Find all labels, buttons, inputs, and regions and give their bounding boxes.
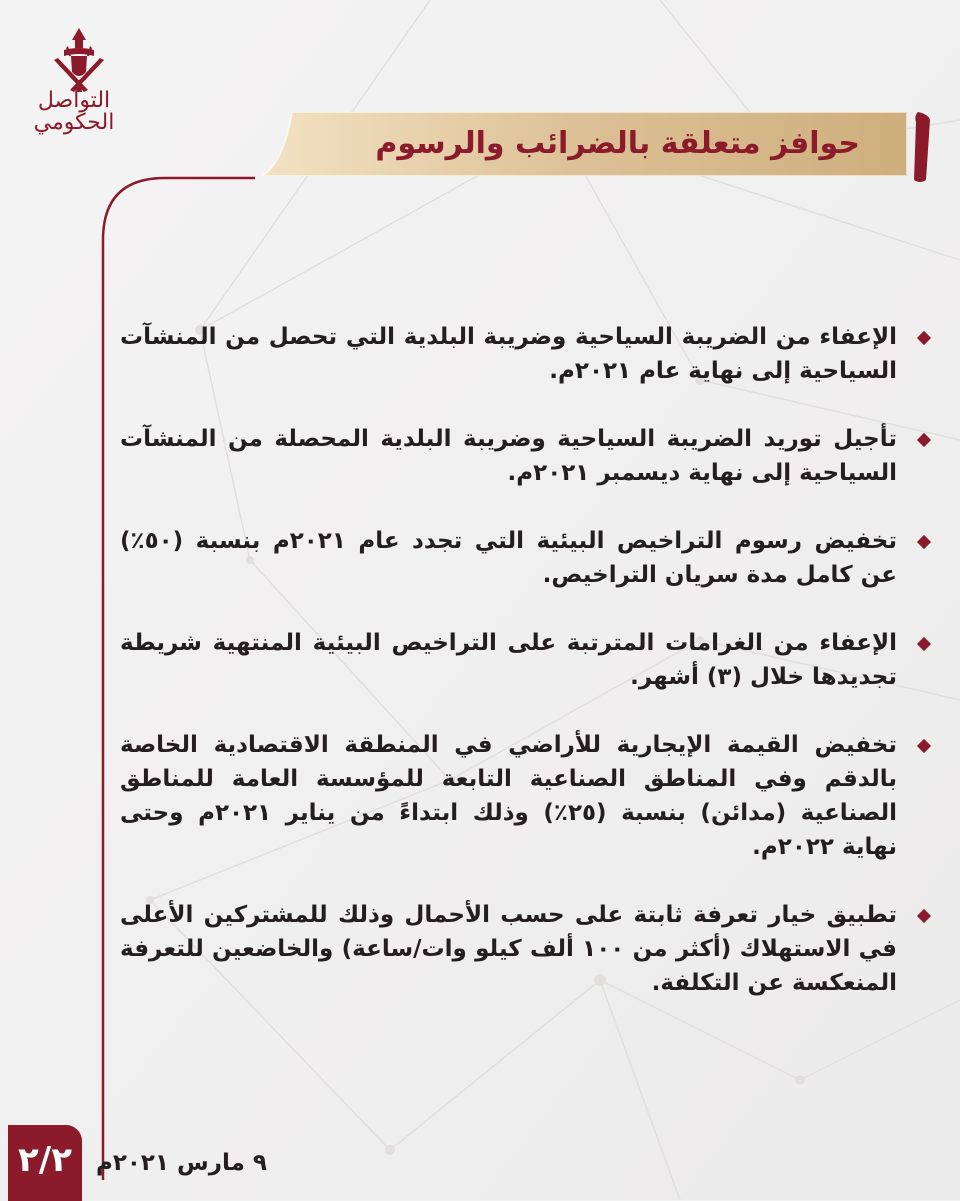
diamond-bullet-icon [917,739,931,753]
section-number-one [900,108,940,188]
list-item-text: الإعفاء من الغرامات المترتبة على التراخيص البيئية المنتهية شريطة تجديدها خلال (٣) أشهر. [120,630,897,690]
footer-date: ٩ مارس ٢٠٢١م [96,1150,267,1176]
list-item [120,728,935,864]
list-item [120,320,935,388]
list-item [120,626,935,694]
logo-text [24,90,124,134]
list-item [120,422,935,490]
list-item-text: تخفيض القيمة الإيجارية للأراضي في المنطقة الاقتصادية الخاصة بالدقم وفي المناطق الصناعية التابعة للمؤسسة العامة للمناطق الصناعية (مدائن) بنسبة (٢٥٪) وذلك ابتداءً من يناير ٢٠٢١م وحتى نهاية ٢٠٢٢م. [120,732,898,860]
incentives-list [120,320,935,1034]
list-item-text: تخفيض رسوم التراخيص البيئية التي تجدد عام ٢٠٢١م بنسبة (٥٠٪) عن كامل مدة سريان التراخيص. [120,528,897,588]
diamond-bullet-icon [917,331,931,345]
page-number: ٢/٢ [18,1140,72,1180]
diamond-bullet-icon [917,637,931,651]
list-item [120,898,935,1000]
list-item-text: الإعفاء من الضريبة السياحية وضريبة البلدية التي تحصل من المنشآت السياحية إلى نهاية عام ٢٠٢١م. [120,324,897,384]
section-title: حوافز متعلقة بالضرائب والرسوم [375,126,860,161]
list-item [120,524,935,592]
list-item-text: تأجيل توريد الضريبة السياحية وضريبة البلدية المحصلة من المنشآت السياحية إلى نهاية ديسمبر ٢٠٢١م. [120,426,897,486]
diamond-bullet-icon [917,433,931,447]
logo-text-line2: الحكومي [33,110,115,135]
logo-text-line1: التواصل [37,88,111,113]
diamond-bullet-icon [917,909,931,923]
diamond-bullet-icon [917,535,931,549]
list-item-text: تطبيق خيار تعرفة ثابتة على حسب الأحمال وذلك للمشتركين الأعلى في الاستهلاك (أكثر من ١٠٠ ألف كيلو وات/ساعة) والخاضعين للتعرفة المنعكسة عن التكلفة. [120,902,897,996]
